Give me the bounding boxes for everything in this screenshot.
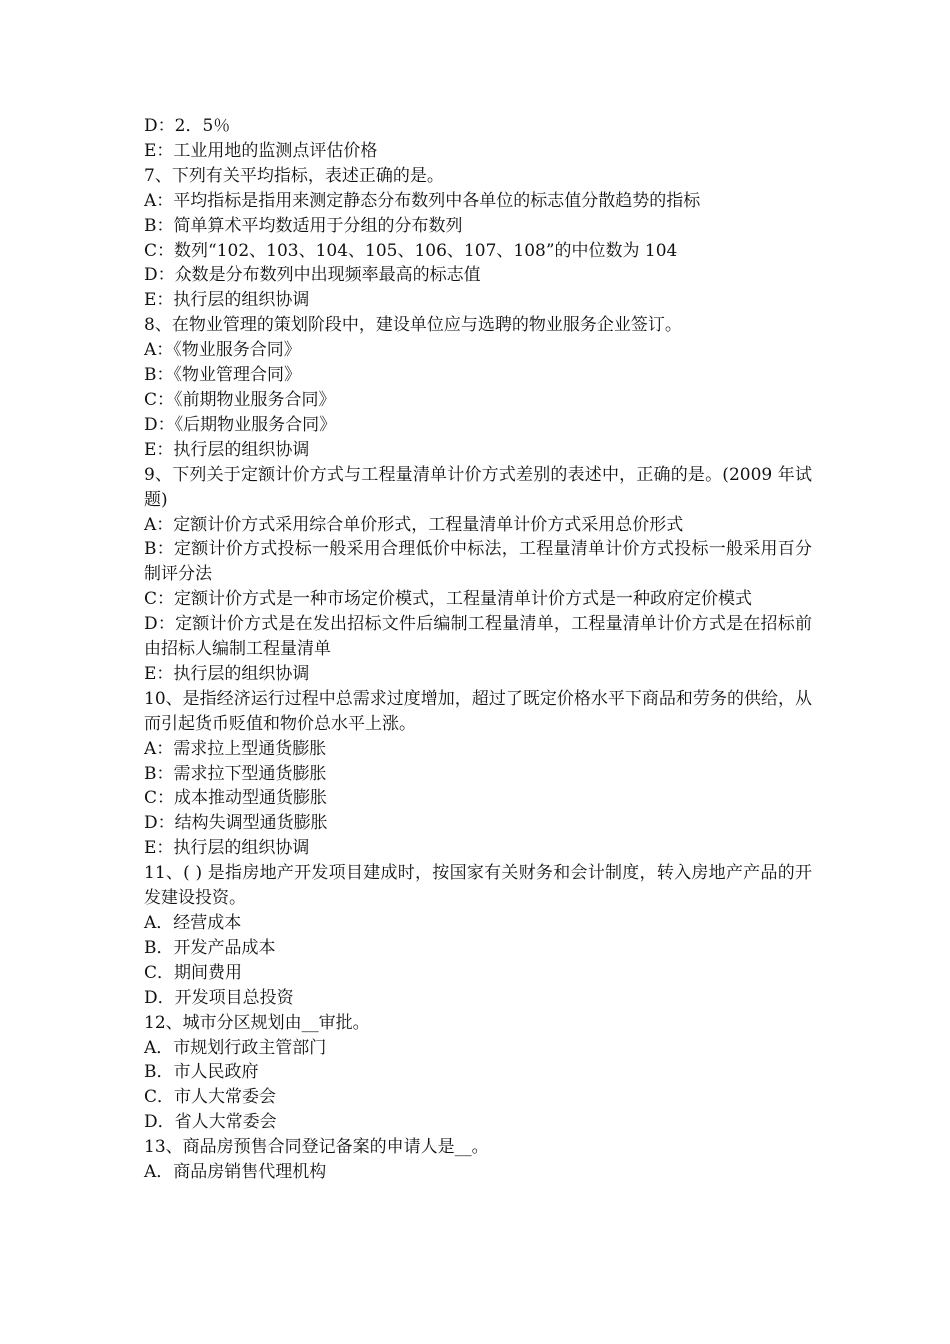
question-8: 8、在物业管理的策划阶段中，建设单位应与选聘的物业服务企业签订。: [144, 315, 682, 336]
option-e: E：工业用地的监测点评估价格: [144, 140, 378, 161]
option-c: C．期间费用: [144, 962, 243, 983]
option-d: D：2．5％: [144, 116, 231, 136]
option-c: C：成本推动型通货膨胀: [144, 788, 328, 809]
option-d: D：《后期物业服务合同》: [144, 414, 337, 435]
option-a: A：定额计价方式采用综合单价形式，工程量清单计价方式采用总价形式: [144, 514, 684, 535]
option-b: B：简单算术平均数适用于分组的分布数列: [144, 215, 463, 236]
option-d: D：定额计价方式是在发出招标文件后编制工程量清单，工程量清单计价方式是在招标前由招标人编制工程量清单: [144, 614, 812, 660]
question-13: 13、商品房预售合同登记备案的申请人是__。: [144, 1137, 489, 1158]
option-b: B：《物业管理合同》: [144, 365, 301, 386]
question-11: 11、( ) 是指房地产开发项目建成时，按国家有关财务和会计制度，转入房地产产品的开发建设投资。: [144, 863, 812, 909]
option-a: A：《物业服务合同》: [144, 340, 301, 361]
question-10: 10、是指经济运行过程中总需求过度增加，超过了既定价格水平下商品和劳务的供给，从而引起货币贬值和物价总水平上涨。: [144, 688, 812, 734]
option-e: E：执行层的组织协调: [144, 838, 310, 859]
option-e: E：执行层的组织协调: [144, 663, 310, 684]
question-12: 12、城市分区规划由__审批。: [144, 1012, 370, 1033]
option-b: B：需求拉下型通货膨胀: [144, 763, 327, 784]
option-a: A．市规划行政主管部门: [144, 1037, 327, 1058]
option-e: E：执行层的组织协调: [144, 439, 310, 460]
option-a: A．商品房销售代理机构: [144, 1162, 327, 1183]
question-9: 9、下列关于定额计价方式与工程量清单计价方式差别的表述中，正确的是。(2009 年试题): [144, 464, 812, 510]
option-a: A．经营成本: [144, 913, 242, 933]
option-c: C．市人大常委会: [144, 1087, 277, 1108]
option-c: C：定额计价方式是一种市场定价模式，工程量清单计价方式是一种政府定价模式: [144, 589, 753, 610]
option-d: D．开发项目总投资: [144, 987, 294, 1008]
option-d: D．省人大常委会: [144, 1112, 277, 1133]
question-7: 7、下列有关平均指标，表述正确的是。: [144, 165, 444, 186]
option-d: D：众数是分布数列中出现频率最高的标志值: [144, 265, 481, 286]
option-e: E：执行层的组织协调: [144, 290, 310, 311]
document-text: [144, 114, 812, 1185]
option-b: B．市人民政府: [144, 1062, 259, 1083]
option-a: A：平均指标是指用来测定静态分布数列中各单位的标志值分散趋势的指标: [144, 190, 701, 211]
option-a: A：需求拉上型通货膨胀: [144, 738, 327, 759]
option-c: C：数列“102、103、104、105、106、107、108”的中位数为 104: [144, 240, 678, 261]
option-c: C：《前期物业服务合同》: [144, 389, 336, 410]
option-b: B：定额计价方式投标一般采用合理低价中标法，工程量清单计价方式投标一般采用百分制评分法: [144, 539, 812, 585]
option-d: D：结构失调型通货膨胀: [144, 813, 328, 834]
option-b: B．开发产品成本: [144, 937, 276, 958]
